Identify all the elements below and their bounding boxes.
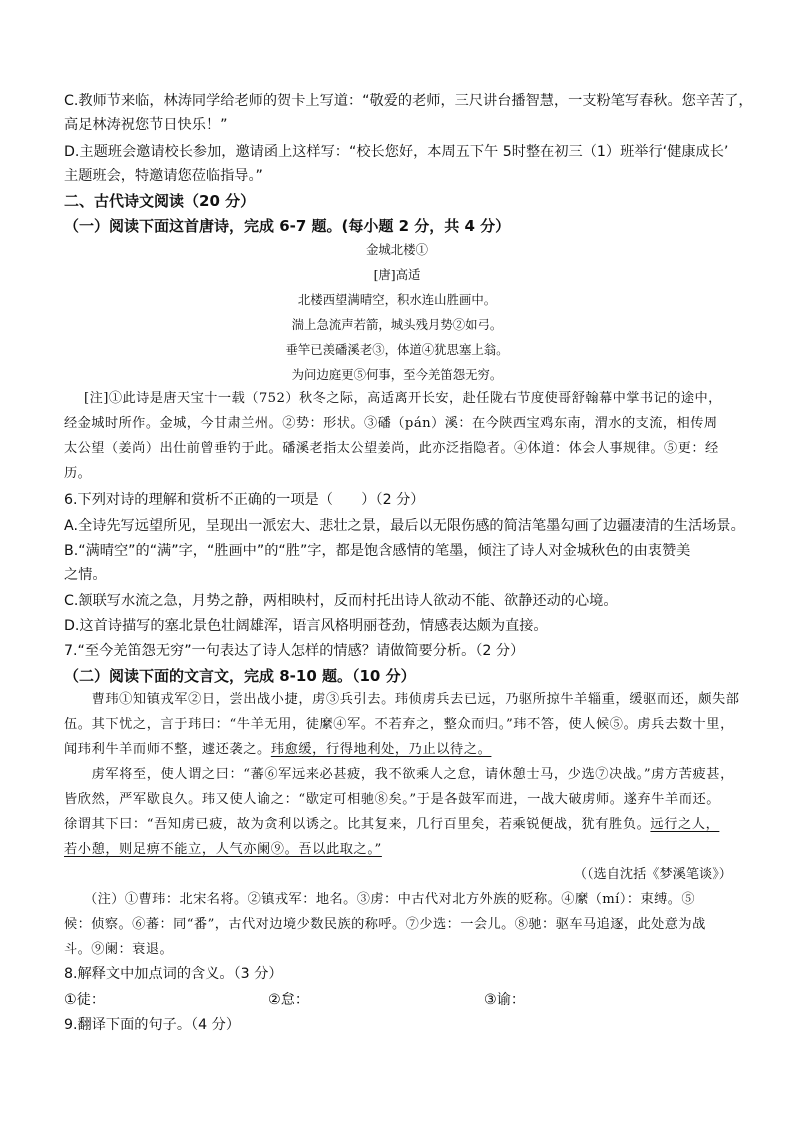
passage-note-line: （注）①曹玮：北宋名将。②镇戎军：地名。③虏：中古代对北方外族的贬称。④縻（mí）：束缚。⑤ <box>84 892 696 907</box>
passage-line: 虏军将至，使人谓之曰：“蕃⑥军远来必甚疲，我不欲乘人之怠，请休憩士马，少选⑦决战。”虏方苦疲甚， <box>64 767 734 782</box>
question-8-item-2: ②怠： <box>268 992 310 1008</box>
question-6-option-a: A.全诗先写远望所见，呈现出一派宏大、悲壮之景，最后以无限伤感的简洁笔墨勾画了边疆凄清的生活场景。 <box>64 518 745 534</box>
question-6-stem: 6.下列对诗的理解和赏析不正确的一项是（ ）（2 分） <box>64 492 425 508</box>
poem-note-line: 太公望（姜尚）出仕前曾垂钓于此。磻溪老指太公望姜尚，此亦泛指隐者。④体道：体会人事规律。⑤更：经 <box>64 441 719 456</box>
poem-author: [唐]高适 <box>373 267 421 282</box>
question-6-option-c: C.颔联写水流之急，月势之静，两相映村，反而村托出诗人欲动不能、欲静还动的心境。 <box>64 593 618 609</box>
passage-text: 徐谓其下曰：“吾知虏已疲，故为贪利以诱之。比其复来，几行百里矣，若乘锐便战，犹有胜负。 <box>64 817 651 832</box>
passage-underlined-sentence: 玮愈缓，行得地利处，乃止以待之。 <box>270 742 492 757</box>
poem-note-line: [注]①此诗是唐天宝十一载（752）秋冬之际，高适离开长安，赴任陇右节度使哥舒翰幕中掌书记的途中， <box>84 391 722 406</box>
poem-title: 金城北楼① <box>366 242 428 257</box>
passage-line <box>64 815 719 835</box>
poem-line: 垂竿已羡磻溪老③，体道④犹思塞上翁。 <box>285 342 509 357</box>
question-8-item-3: ③谕： <box>484 992 526 1008</box>
passage-underlined-sentence: 远行之人， <box>650 817 720 832</box>
part-1-title: （一）阅读下面这首唐诗，完成 6-7 题。(每小题 2 分，共 4 分） <box>64 217 511 235</box>
option-c-line-1: C.教师节来临，林涛同学给老师的贺卡上写道：“敬爱的老师，三尺讲台播智慧，一支粉笔写春秋。您辛苦了， <box>64 93 753 109</box>
passage-underlined-line: 若小憩，则足痹不能立，人气亦阑⑨。吾以此取之。” <box>64 842 382 857</box>
poem-line: 为问边庭更⑤何事，至今羌笛怨无穷。 <box>291 367 503 382</box>
question-6-option-b-line-1: B.“满晴空”的“满”字，“胜画中”的“胜”字，都是饱含感情的笔墨，倾注了诗人对金城秋色的由衷赞美 <box>64 543 691 559</box>
question-6-option-b-line-2: 之情。 <box>64 567 107 583</box>
passage-line: 皆欣然，严军歇良久。玮又使人谕之：“歇定可相驰⑧矣。”于是各鼓军而进，一战大破虏师。遂弃牛羊而还。 <box>64 792 721 807</box>
section-2-title: 二、古代诗文阅读（20 分） <box>64 192 256 210</box>
passage-line: 伍。其下忧之，言于玮曰：“牛羊无用，徒縻④军。不若弃之，整众而归。”玮不答，使人候⑤。虏兵去数十里， <box>64 717 734 732</box>
poem-line: 北楼西望满晴空，积水连山胜画中。 <box>297 292 497 307</box>
passage-note-line: 候：侦察。⑥蕃：同“番”，古代对边境少数民族的称呼。⑦少选：一会儿。⑧驰：驱车马追逐，此处意为战 <box>64 917 706 932</box>
passage-text: 闻玮利牛羊而师不整，遽还袭之。 <box>64 742 271 757</box>
question-7-stem: 7.“至今羌笛怨无穷”一句表达了诗人怎样的情感？请做简要分析。（2 分） <box>64 643 525 659</box>
part-2-title: （二）阅读下面的文言文，完成 8-10 题。（10 分） <box>64 667 416 685</box>
option-d-line-1: D.主题班会邀请校长参加，邀请函上这样写：“校长您好，本周五下午 5时整在初三（1）班举行‘健康成长’ <box>64 144 729 160</box>
question-6-option-d: D.这首诗描写的塞北景色壮阔雄浑，语言风格明丽苍劲，情感表达颇为直接。 <box>64 618 548 634</box>
passage-line: 曹玮①知镇戎军②日，尝出战小捷，虏③兵引去。玮侦虏兵去已远，乃驱所掠牛羊辎重，缓驱而还，颇失部 <box>64 692 740 707</box>
passage-line <box>64 740 491 760</box>
question-8-stem: 8.解释文中加点词的含义。（3 分） <box>64 966 283 982</box>
question-8-item-1: ①徒： <box>64 992 106 1008</box>
passage-note-line: 斗。⑨阑：衰退。 <box>64 942 174 957</box>
question-9-stem: 9.翻译下面的句子。（4 分） <box>64 1017 241 1033</box>
poem-note-line: 历。 <box>64 466 92 481</box>
poem-line: 湍上急流声若箭，城头残月势②如弓。 <box>291 317 503 332</box>
option-d-line-2: 主题班会，特邀请您莅临指导。” <box>64 168 263 184</box>
passage-source: （（选自沈括《梦溪笔谈》） <box>573 867 732 882</box>
poem-note-line: 经金城时所作。金城，今甘肃兰州。②势：形状。③磻（pán）溪：在今陕西宝鸡东南，渭水的支流，相传周 <box>64 416 718 431</box>
option-c-line-2: 高足林涛祝您节日快乐！” <box>64 117 228 133</box>
